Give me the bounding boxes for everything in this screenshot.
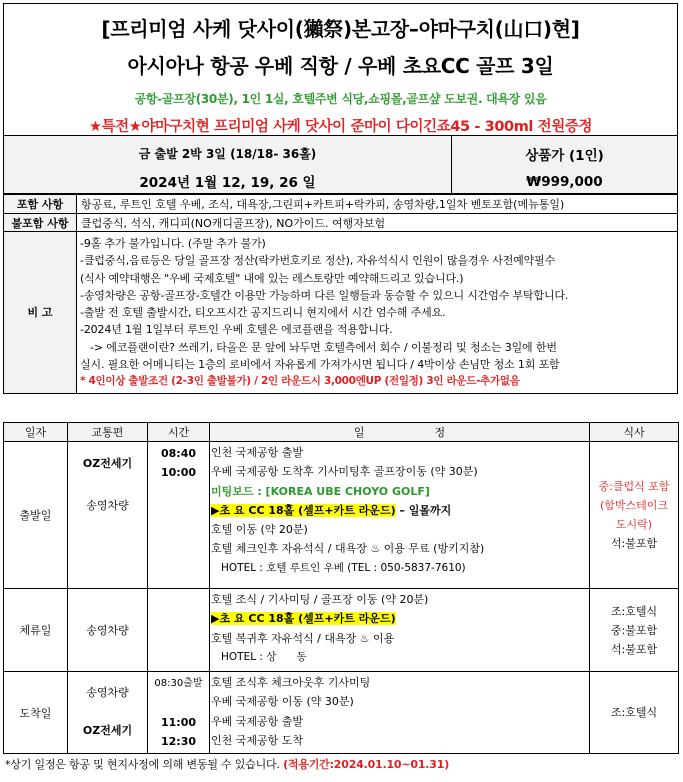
included-label: 포함 사항 bbox=[4, 195, 77, 214]
itinerary-day3 bbox=[4, 672, 679, 754]
price-value: ₩999,000 bbox=[526, 174, 603, 190]
day3-schedule bbox=[210, 672, 590, 754]
itinerary-day2 bbox=[4, 589, 679, 672]
day1-meals bbox=[590, 442, 679, 589]
header-box bbox=[3, 3, 678, 136]
day1-label: 출발일 bbox=[4, 442, 68, 589]
day1-meal-lunch: 중:클럽식 포함 bbox=[598, 480, 670, 493]
meeting-board: 미팅보드 : [KOREA UBE CHOYO GOLF] bbox=[211, 484, 430, 498]
golf-round-line bbox=[211, 501, 589, 520]
remark-line: (식사 예약대행은 "우베 국제호텔" 내에 있는 레스토랑만 예약해드리고 있습니다.) bbox=[80, 271, 464, 285]
footer-text: *상기 일정은 항공 및 현지사정에 의해 변동될 수 있습니다. bbox=[5, 758, 284, 771]
remarks-row bbox=[4, 232, 678, 394]
schedule-line: 우베 국제공항 이동 (약 30분) bbox=[211, 695, 354, 709]
remark-line: -출발 전 호텔 출발시간, 티오프시간 공지드리니 현지에서 시간 엄수해 주세요. bbox=[80, 306, 446, 320]
departure-block bbox=[4, 136, 452, 193]
day2-transport: 송영차량 bbox=[68, 589, 148, 672]
schedule-line: 호텔 체크인후 자유석식 / 대욕장 ♨ 이용 무료 (방키지참) bbox=[211, 542, 485, 556]
special-offer: ★특전★야마구치현 프리미엄 사케 닷사이 준마이 다이긴죠45 - 300ml 전원증정 bbox=[88, 119, 593, 135]
remark-line: -9홀 추가 불가입니다. (주말 추가 불가) bbox=[80, 237, 266, 250]
included-text: 항공료, 루트인 호텔 우베, 조식, 대욕장,그린피+카트피+락카피, 송영차량,1일차 벤토포함(메뉴통일) bbox=[77, 195, 678, 214]
departure-dates: 2024년 1월 12, 19, 26 일 bbox=[139, 175, 316, 191]
remarks-notes bbox=[77, 232, 678, 394]
day2-meals bbox=[590, 589, 679, 672]
day3-time3: 12:30 bbox=[160, 734, 196, 748]
day1-transport-car: 송영차량 bbox=[86, 499, 129, 512]
day3-time-blank bbox=[148, 693, 209, 712]
schedule-line: 호텔 복귀후 자유석식 / 대욕장 ♨ 이용 bbox=[211, 631, 395, 645]
day1-transport-flight: OZ전세기 bbox=[82, 457, 133, 470]
schedule-line: 우베 국제공항 출발 bbox=[211, 714, 304, 728]
remark-line: -> 에코플랜이란? 쓰레기, 타올은 문 앞에 놔두면 호텔측에서 회수 / 이불정리 및 청소는 3일에 한번 bbox=[80, 340, 557, 354]
col-time: 시간 bbox=[148, 423, 210, 442]
excluded-row bbox=[4, 214, 678, 232]
remark-line: -클럽중식,음료등은 당일 골프장 정산(락카번호키로 정산), 자유석식시 인원이 많을경우 사전예약필수 bbox=[80, 254, 556, 268]
col-schedule: 일 정 bbox=[210, 423, 590, 442]
day2-times bbox=[148, 589, 210, 672]
day3-transport-car: 송영차량 bbox=[86, 686, 129, 699]
col-day: 일자 bbox=[4, 423, 68, 442]
departure-label: 금 출발 2박 3일 (18/18- 36홀) bbox=[138, 147, 317, 161]
day3-time1: 08:30출발 bbox=[154, 678, 203, 689]
itinerary-table bbox=[3, 422, 679, 754]
hotel-line: HOTEL : 상 동 bbox=[221, 650, 307, 663]
day1-time1: 08:40 bbox=[160, 447, 196, 460]
itinerary-day1 bbox=[4, 442, 679, 589]
remark-line: -송영차량은 공항-골프장-호텔간 이용만 가능하며 다른 일행들과 동승할 수 있으니 시간엄수 부탁합니다. bbox=[80, 288, 569, 302]
day1-meal-lunch-box: 도시락) bbox=[615, 518, 653, 531]
day2-schedule bbox=[210, 589, 590, 672]
hotel-line: HOTEL : 호텔 루트인 우베 (TEL : 050-5837-7610) bbox=[221, 561, 466, 574]
day3-label: 도착일 bbox=[4, 672, 68, 754]
day1-transport bbox=[68, 442, 148, 589]
price-block bbox=[452, 136, 677, 193]
remark-red-line: * 4인이상 출발조건 (2-3인 출발불가) / 2인 라운드시 3,000엔UP (전일정) 3인 라운드-추가없음 bbox=[80, 375, 520, 388]
price-label: 상품가 (1인) bbox=[525, 148, 604, 164]
footer-period: (적용기간:2024.01.10~01.31) bbox=[283, 758, 450, 771]
golf-round-highlight: ▶초 요 CC 18홀 (셀프+카트 라운드) bbox=[211, 503, 396, 517]
col-meal: 식사 bbox=[590, 423, 679, 442]
golf-round-line bbox=[211, 609, 589, 628]
included-row bbox=[4, 195, 678, 214]
day1-times bbox=[148, 442, 210, 589]
title-main: [프리미엄 사케 닷사이(獺祭)본고장–야마구치(山口)현] bbox=[101, 17, 580, 41]
schedule-line: 호텔 이동 (약 20분) bbox=[211, 523, 308, 537]
schedule-line: 인천 국제공항 도착 bbox=[211, 733, 304, 747]
title-sub: 아시아나 항공 우베 직항 / 우베 초요CC 골프 3일 bbox=[127, 54, 554, 78]
details-table bbox=[3, 194, 678, 394]
day1-meal-dinner: 석:불포함 bbox=[610, 537, 658, 550]
day3-transport bbox=[68, 672, 148, 754]
schedule-line: 인천 국제공항 출발 bbox=[211, 446, 304, 459]
day3-meals bbox=[590, 672, 679, 754]
day2-label: 체류일 bbox=[4, 589, 68, 672]
day3-time2: 11:00 bbox=[160, 715, 196, 729]
departure-info bbox=[3, 136, 678, 194]
day2-meal-breakfast: 조:호텔식 bbox=[610, 604, 658, 618]
day3-meal-breakfast: 조:호텔식 bbox=[610, 706, 658, 719]
itinerary-header bbox=[4, 423, 679, 442]
schedule-line: 우베 국제공항 도착후 기사미팅후 골프장이동 (약 30분) bbox=[211, 465, 478, 479]
golf-round-highlight: ▶초 요 CC 18홀 (셀프+카트 라운드) bbox=[211, 612, 396, 626]
excluded-text: 클럽중식, 석식, 캐디피(NO캐디골프장), NO가이드. 여행자보험 bbox=[77, 214, 678, 232]
day2-meal-lunch: 중:불포함 bbox=[610, 623, 658, 637]
excluded-label: 불포함 사항 bbox=[4, 214, 77, 232]
footer-note bbox=[5, 756, 449, 772]
day3-times bbox=[148, 672, 210, 754]
day1-meal-lunch-detail: (함박스테이크 bbox=[599, 499, 669, 512]
schedule-line: 호텔 조식후 체크아웃후 기사미팅 bbox=[211, 676, 371, 689]
day2-meal-dinner: 석:불포함 bbox=[610, 642, 658, 656]
day3-transport-flight: OZ전세기 bbox=[82, 724, 133, 737]
day1-schedule bbox=[210, 442, 590, 589]
subtitle-green: 공항-골프장(30분), 1인 1실, 호텔주변 식당,쇼핑몰,골프샾 도보권. 대욕장 있음 bbox=[134, 92, 547, 106]
remark-line: 실시. 필요한 어메니티는 1층의 로비에서 자유롭게 가져가시면 됩니다 / 4박이상 손님만 청소 1회 포함 bbox=[80, 358, 560, 372]
remarks-label: 비 고 bbox=[4, 232, 77, 394]
remark-line: -2024년 1월 1일부터 루트인 우베 호텔은 에코플랜을 적용합니다. bbox=[80, 323, 393, 337]
schedule-line: 호텔 조식 / 기사미팅 / 골프장 이동 (약 20분) bbox=[211, 593, 429, 606]
golf-round-until: – 일몰까지 bbox=[395, 503, 452, 517]
col-transport: 교통편 bbox=[68, 423, 148, 442]
day1-time2: 10:00 bbox=[160, 466, 196, 480]
